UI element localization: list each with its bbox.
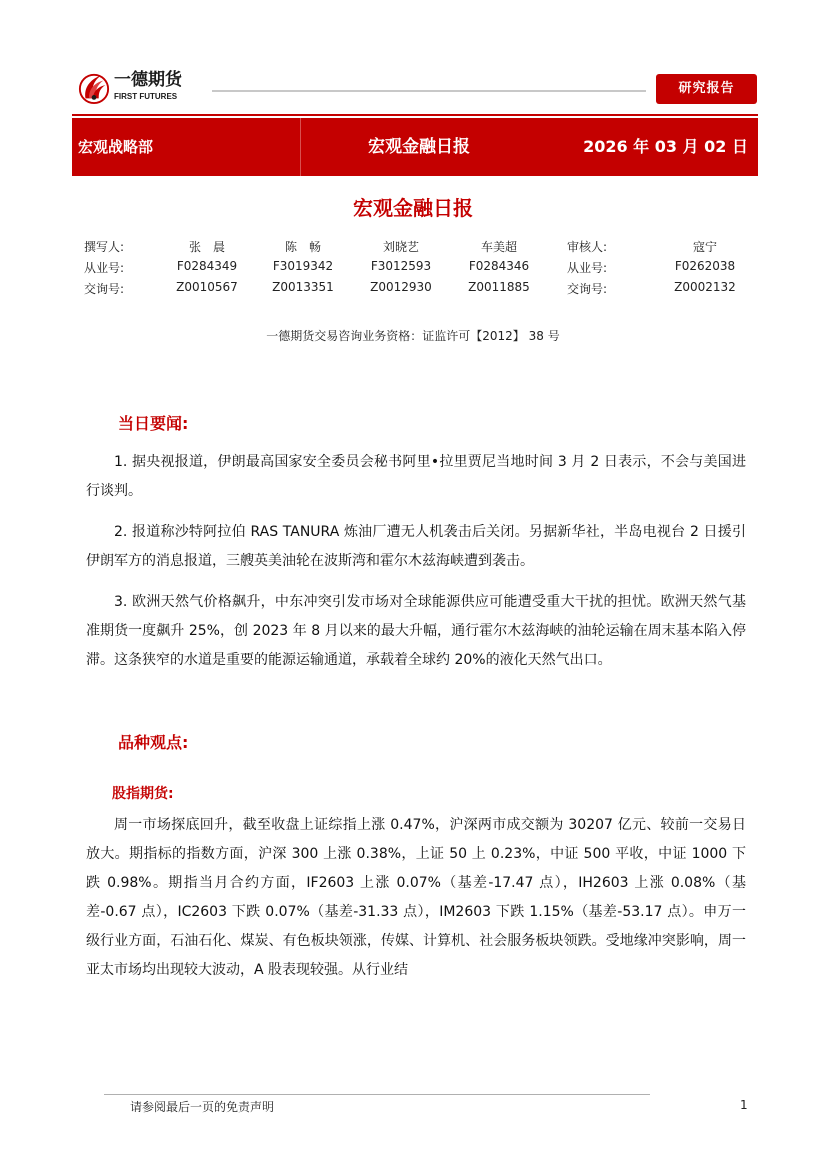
report-body [86,412,746,1014]
staff-cell: F0284349 [176,259,238,273]
news-item: 1. 据央视报道，伊朗最高国家安全委员会秘书阿里•拉里贾尼当地时间 3 月 2 日表示，不会与美国进行谈判。 [86,454,746,499]
staff-cell: Z0002132 [674,280,736,294]
news-item: 2. 报道称沙特阿拉伯 RAS TANURA 炼油厂遭无人机袭击后关闭。另据新华社，半岛电视台 2 日援引伊朗军方的消息报道，三艘英美油轮在波斯湾和霍尔木兹海峡遭到袭击。 [86,524,746,569]
company-logo [78,70,208,110]
staff-label: 撰写人: [84,240,125,254]
license-statement: 一德期货交易咨询业务资格：证监许可【2012】 38 号 [266,329,560,343]
staff-label: 从业号: [567,261,608,275]
index-futures-subheading: 股指期货: [112,786,174,802]
staff-cell: Z0012930 [370,280,432,294]
staff-table [84,238,764,301]
staff-label: 从业号: [84,261,125,275]
header-divider [212,90,646,92]
footer-divider [104,1094,650,1095]
staff-cell: Z0011885 [468,280,530,294]
staff-row-practice-ids [84,259,764,280]
report-type-badge: 研究报告 [656,74,757,104]
staff-cell: 张 晨 [188,240,225,254]
logo-chinese-name: 一德期货 [114,70,182,90]
staff-cell: Z0010567 [176,280,238,294]
staff-label: 交询号: [84,282,125,296]
banner-title: 宏观金融日报 [368,137,470,157]
staff-cell: 车美超 [480,240,517,254]
document-title: 宏观金融日报 [353,196,473,220]
staff-cell: F3012593 [370,259,432,273]
index-futures-paragraph: 周一市场探底回升，截至收盘上证综指上涨 0.47%，沪深两市成交额为 30207 亿元、较前一交易日放大。期指标的指数方面，沪深 300 上涨 0.38%，上证 50 上 0.23%，中证 500 平收，中证 1000 下跌 0.98%。期指当月合约方面，IF2603 上涨 0.07%（基差-17.47 点），IH2603 上涨 0.08%（基差-0.67 点），IC2603 下跌 0.07%（基差-31.33 点），IM2603 下跌 1.15%（基差-53.17 点）。申万一级行业方面，石油石化、煤炭、有色板块领涨，传媒、计算机、社会服务板块领跌。受地缘冲突影响，周一亚太市场均出现较大波动，A 股表现较强。从行业结 [86,817,746,978]
page-number: 1 [740,1098,748,1112]
staff-label: 交询号: [567,282,608,296]
staff-cell: Z0013351 [272,280,334,294]
staff-cell: F0284346 [468,259,530,273]
banner-date: 2026 年 03 月 02 日 [583,137,748,156]
staff-cell: F3019342 [272,259,334,273]
logo-english-name: FIRST FUTURES [114,92,178,101]
staff-cell: 刘晓艺 [382,240,419,254]
flame-logo-icon [78,72,110,104]
staff-cell: 寇宁 [692,240,717,254]
disclaimer-note: 请参阅最后一页的免责声明 [130,1100,275,1114]
news-item: 3. 欧洲天然气价格飙升，中东冲突引发市场对全球能源供应可能遭受重大干扰的担忧。欧洲天然气基准期货一度飙升 25%，创 2023 年 8 月以来的最大升幅，通行霍尔木兹海峡的油轮运输在周末基本陷入停滞。这条狭窄的水道是重要的能源运输通道，承载着全球约 20%的液化天然气出口。 [86,594,746,668]
report-banner [72,118,758,176]
staff-cell: F0262038 [674,259,736,273]
logo-text [114,70,208,102]
staff-row-authors [84,238,764,259]
banner-department: 宏观战略部 [78,138,154,156]
news-heading: 当日要闻: [118,414,189,433]
header-red-rule [72,114,758,116]
staff-label: 审核人: [567,240,608,254]
views-heading: 品种观点: [118,733,189,752]
staff-cell: 陈 畅 [284,240,321,254]
staff-row-consult-ids [84,280,764,301]
